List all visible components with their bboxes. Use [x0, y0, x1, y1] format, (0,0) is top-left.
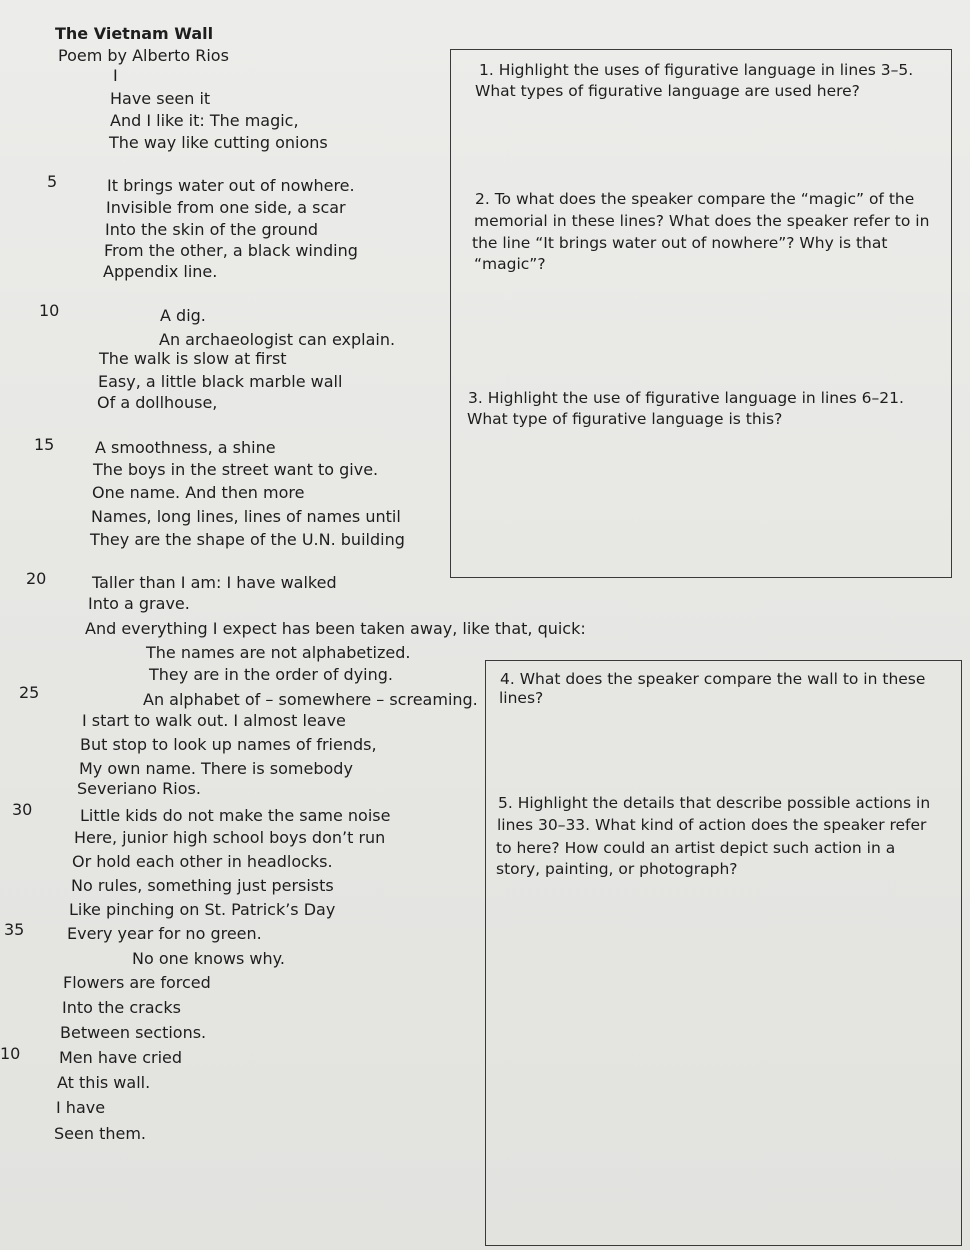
poem-line-35: Every year for no green. — [67, 924, 262, 943]
question-2-line-1: 2. To what does the speaker compare the “magic” of the — [475, 190, 915, 208]
poem-line-37: Flowers are forced — [63, 973, 211, 992]
poem-line-14: Of a dollhouse, — [97, 393, 218, 412]
poem-line-29: Severiano Rios. — [77, 779, 201, 798]
poem-line-4: The way like cutting onions — [109, 133, 328, 152]
poem-line-9: Appendix line. — [103, 262, 218, 281]
question-4-line-1: 4. What does the speaker compare the wall to in these — [500, 670, 926, 688]
question-1-line-1: 1. Highlight the uses of figurative language in lines 3–5. — [479, 61, 914, 79]
question-4-line-2: lines? — [499, 689, 544, 707]
line-number-15: 15 — [34, 435, 55, 454]
poem-line-2: Have seen it — [110, 89, 211, 108]
poem-line-36: No one knows why. — [132, 949, 285, 968]
poem-line-19: They are the shape of the U.N. building — [90, 530, 405, 549]
poem-line-39: Between sections. — [60, 1023, 207, 1042]
poem-author: Poem by Alberto Rios — [58, 46, 229, 65]
question-3-line-1: 3. Highlight the use of figurative language in lines 6–21. — [468, 389, 904, 407]
question-5-line-2: lines 30–33. What kind of action does the speaker refer — [497, 816, 927, 834]
poem-line-24: They are in the order of dying. — [149, 665, 393, 684]
poem-line-6: Invisible from one side, a scar — [106, 198, 346, 217]
poem-line-42: I have — [56, 1098, 106, 1117]
poem-line-34: Like pinching on St. Patrick’s Day — [69, 900, 336, 919]
line-number-20: 20 — [26, 569, 47, 588]
poem-line-40: Men have cried — [59, 1048, 183, 1067]
poem-line-30: Little kids do not make the same noise — [80, 806, 391, 825]
question-5-line-1: 5. Highlight the details that describe possible actions in — [498, 794, 931, 812]
questions-box-2 — [485, 660, 962, 1246]
poem-line-5: It brings water out of nowhere. — [107, 176, 355, 195]
poem-line-20: Taller than I am: I have walked — [92, 573, 337, 592]
question-5-line-3: to here? How could an artist depict such action in a — [496, 839, 896, 857]
poem-line-31: Here, junior high school boys don’t run — [74, 828, 386, 847]
poem-line-33: No rules, something just persists — [71, 876, 334, 895]
poem-title: The Vietnam Wall — [55, 24, 214, 43]
poem-line-32: Or hold each other in headlocks. — [72, 852, 333, 871]
poem-line-17: One name. And then more — [92, 483, 305, 502]
question-5-line-4: story, painting, or photograph? — [496, 860, 738, 878]
poem-line-18: Names, long lines, lines of names until — [91, 507, 401, 526]
question-2-line-4: “magic”? — [474, 255, 546, 273]
poem-line-7: Into the skin of the ground — [105, 220, 319, 239]
question-2-line-2: memorial in these lines? What does the speaker refer to in — [474, 212, 930, 230]
questions-box-1 — [450, 49, 952, 578]
question-1-line-2: What types of figurative language are used here? — [475, 82, 860, 100]
poem-line-43: Seen them. — [54, 1124, 146, 1143]
poem-line-28: My own name. There is somebody — [79, 759, 353, 778]
poem-line-26: I start to walk out. I almost leave — [82, 711, 346, 730]
poem-line-16: The boys in the street want to give. — [93, 460, 379, 479]
line-number-30: 30 — [12, 800, 33, 819]
poem-line-41: At this wall. — [57, 1073, 151, 1092]
poem-line-12: The walk is slow at first — [99, 349, 287, 368]
poem-line-11: An archaeologist can explain. — [159, 330, 396, 349]
poem-line-3: And I like it: The magic, — [110, 111, 299, 130]
line-number-25: 25 — [19, 683, 40, 702]
poem-line-25: An alphabet of – somewhere – screaming. — [143, 690, 478, 709]
poem-line-22: And everything I expect has been taken away, like that, quick: — [85, 619, 586, 638]
poem-line-23: The names are not alphabetized. — [146, 643, 411, 662]
poem-line-13: Easy, a little black marble wall — [98, 372, 343, 391]
line-number-10: 10 — [39, 301, 60, 320]
poem-line-15: A smoothness, a shine — [95, 438, 276, 457]
line-number-35: 35 — [4, 920, 25, 939]
question-2-line-3: the line “It brings water out of nowhere”? Why is that — [472, 234, 888, 252]
poem-line-1: I — [113, 66, 118, 85]
poem-line-21: Into a grave. — [88, 594, 190, 613]
line-number-5: 5 — [47, 172, 58, 191]
poem-line-8: From the other, a black winding — [104, 241, 358, 260]
poem-line-38: Into the cracks — [62, 998, 181, 1017]
poem-line-27: But stop to look up names of friends, — [80, 735, 377, 754]
question-3-line-2: What type of figurative language is this? — [467, 410, 783, 428]
line-number-40: 10 — [0, 1044, 21, 1063]
poem-line-10: A dig. — [160, 306, 206, 325]
